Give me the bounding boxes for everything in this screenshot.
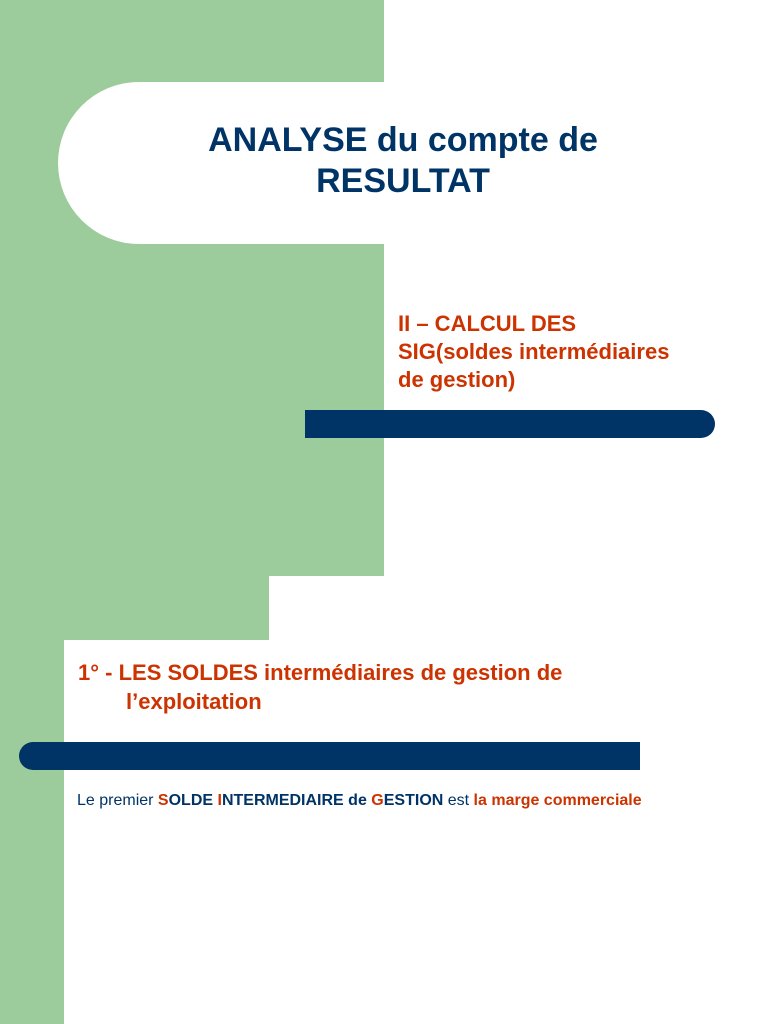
slide-title-line2: RESULTAT bbox=[316, 162, 490, 200]
body-lead: Le premier bbox=[77, 792, 158, 809]
slide-subtitle bbox=[398, 310, 738, 394]
divider-bar-top bbox=[305, 410, 715, 438]
section-heading-line1: 1° - LES SOLDES intermédiaires de gestion de bbox=[78, 660, 563, 685]
body-g-initial: G bbox=[371, 792, 384, 809]
subtitle-line3: de gestion) bbox=[398, 367, 516, 392]
body-de: de bbox=[348, 792, 372, 809]
green-panel-left bbox=[0, 576, 64, 1024]
section-heading bbox=[78, 658, 718, 716]
slide-title-line1: ANALYSE du compte de bbox=[208, 121, 598, 159]
divider-bar-bottom bbox=[19, 742, 640, 770]
subtitle-line2: SIG(soldes intermédiaires bbox=[398, 339, 670, 364]
green-panel-step bbox=[0, 576, 269, 640]
body-i-initial: I bbox=[217, 792, 222, 809]
body-paragraph bbox=[77, 790, 767, 812]
body-s-rest: OLDE bbox=[168, 792, 218, 809]
subtitle-line1: II – CALCUL DES bbox=[398, 311, 577, 336]
body-i-rest: NTERMEDIAIRE bbox=[221, 792, 349, 809]
body-g-rest: ESTION bbox=[383, 792, 444, 809]
section-heading-line2: l’exploitation bbox=[126, 689, 262, 714]
body-s-initial: S bbox=[157, 792, 169, 809]
body-highlight: la marge commerciale bbox=[473, 792, 642, 809]
slide-title bbox=[150, 120, 656, 202]
body-est: est bbox=[443, 792, 474, 809]
